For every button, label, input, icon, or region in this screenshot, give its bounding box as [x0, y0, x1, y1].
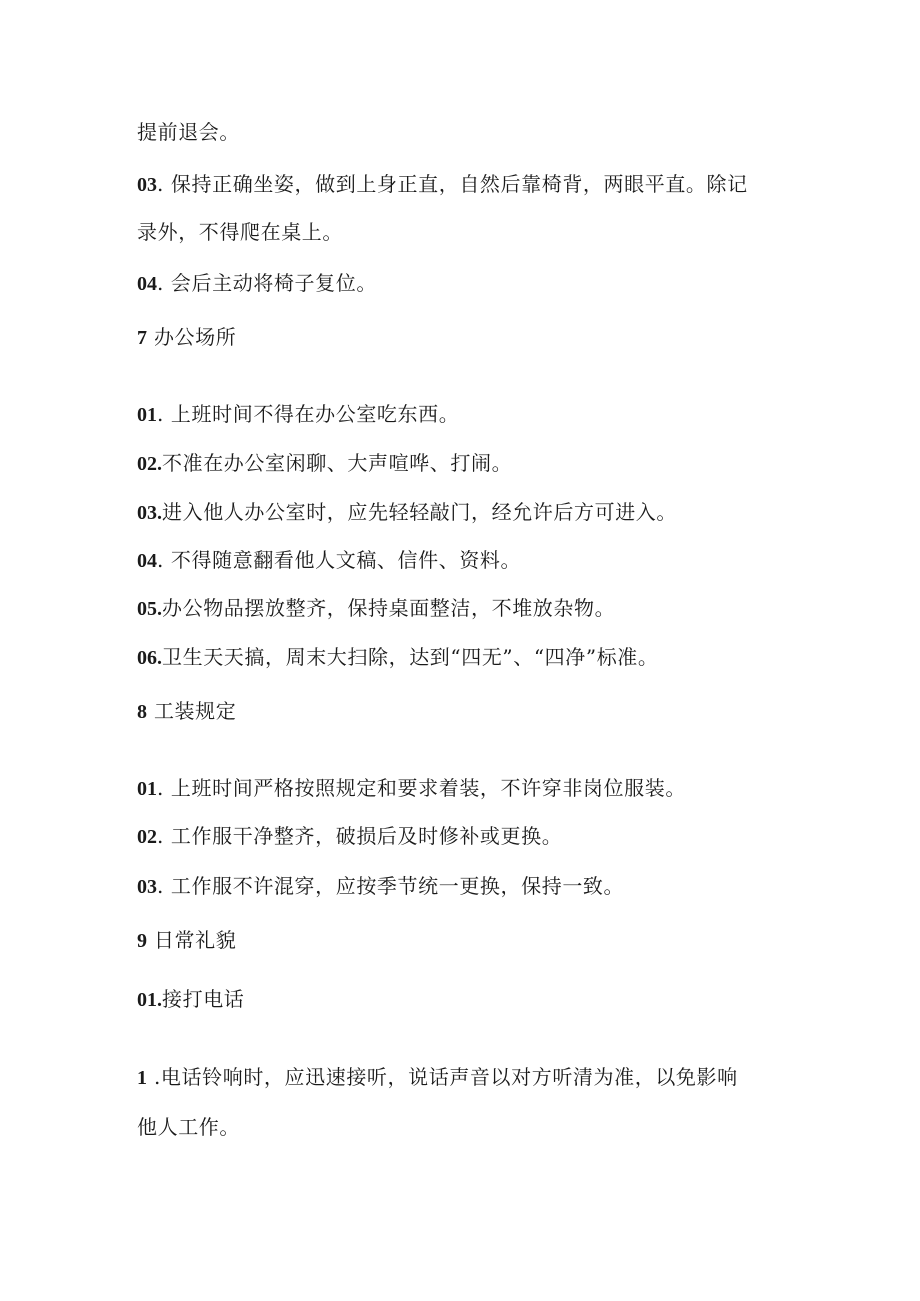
item-number: 01 [137, 404, 157, 426]
item-text: 他人工作。 [137, 1115, 240, 1139]
section-heading [137, 926, 797, 955]
item-number: 03 [137, 174, 157, 196]
section-title: 工装规定 [147, 699, 237, 723]
section-title: 日常礼貌 [147, 928, 237, 952]
section-title: 办公场所 [147, 325, 237, 349]
paragraph-line [137, 822, 797, 851]
item-number: 02 [137, 826, 157, 848]
item-text: . 上班时间不得在办公室吃东西。 [157, 402, 460, 426]
item-number: 06. [137, 647, 162, 669]
item-text: . 不得随意翻看他人文稿、信件、资料。 [157, 548, 522, 572]
item-text: 卫生天天搞，周末大扫除，达到“四无”、“四净”标准。 [162, 645, 659, 669]
item-number: 04 [137, 273, 157, 295]
paragraph-line [137, 118, 797, 147]
item-number: 01. [137, 989, 162, 1011]
section-number: 9 [137, 930, 147, 952]
item-text: . 工作服干净整齐，破损后及时修补或更换。 [157, 824, 563, 848]
paragraph-line [137, 498, 797, 527]
paragraph-line [137, 449, 797, 478]
item-text: . 会后主动将椅子复位。 [157, 271, 377, 295]
paragraph-line [137, 170, 797, 199]
item-text: 不准在办公室闲聊、大声喧哗、打闹。 [162, 451, 513, 475]
paragraph-line [137, 546, 797, 575]
paragraph-line [137, 1063, 797, 1092]
item-number: 03. [137, 502, 162, 524]
section-number: 7 [137, 327, 147, 349]
paragraph-line [137, 269, 797, 298]
item-text: . 上班时间严格按照规定和要求着装，不许穿非岗位服装。 [157, 776, 686, 800]
item-text: 录外，不得爬在桌上。 [137, 220, 343, 244]
item-text: . 工作服不许混穿，应按季节统一更换，保持一致。 [157, 874, 625, 898]
section-number: 8 [137, 701, 147, 723]
paragraph-line [137, 1113, 797, 1142]
paragraph-line [137, 872, 797, 901]
paragraph-line [137, 400, 797, 429]
item-number: 03 [137, 876, 157, 898]
paragraph-line [137, 594, 797, 623]
item-number: 05. [137, 598, 162, 620]
section-heading [137, 697, 797, 726]
paragraph-line [137, 774, 797, 803]
paragraph-line [137, 218, 797, 247]
subsection-heading [137, 985, 797, 1014]
item-number: 04 [137, 550, 157, 572]
item-number: 02. [137, 453, 162, 475]
paragraph-line [137, 643, 797, 672]
item-text: 办公物品摆放整齐，保持桌面整洁，不堆放杂物。 [162, 596, 616, 620]
item-text: . 保持正确坐姿，做到上身正直，自然后靠椅背，两眼平直。除记 [157, 172, 748, 196]
item-text: .电话铃响时，应迅速接听，说话声音以对方听清为准，以免影响 [147, 1065, 738, 1089]
item-number: 01 [137, 778, 157, 800]
section-heading [137, 323, 797, 352]
item-number: 1 [137, 1067, 147, 1089]
item-text: 提前退会。 [137, 120, 240, 144]
item-text: 接打电话 [162, 987, 245, 1011]
item-text: 进入他人办公室时，应先轻轻敲门，经允许后方可进入。 [162, 500, 677, 524]
